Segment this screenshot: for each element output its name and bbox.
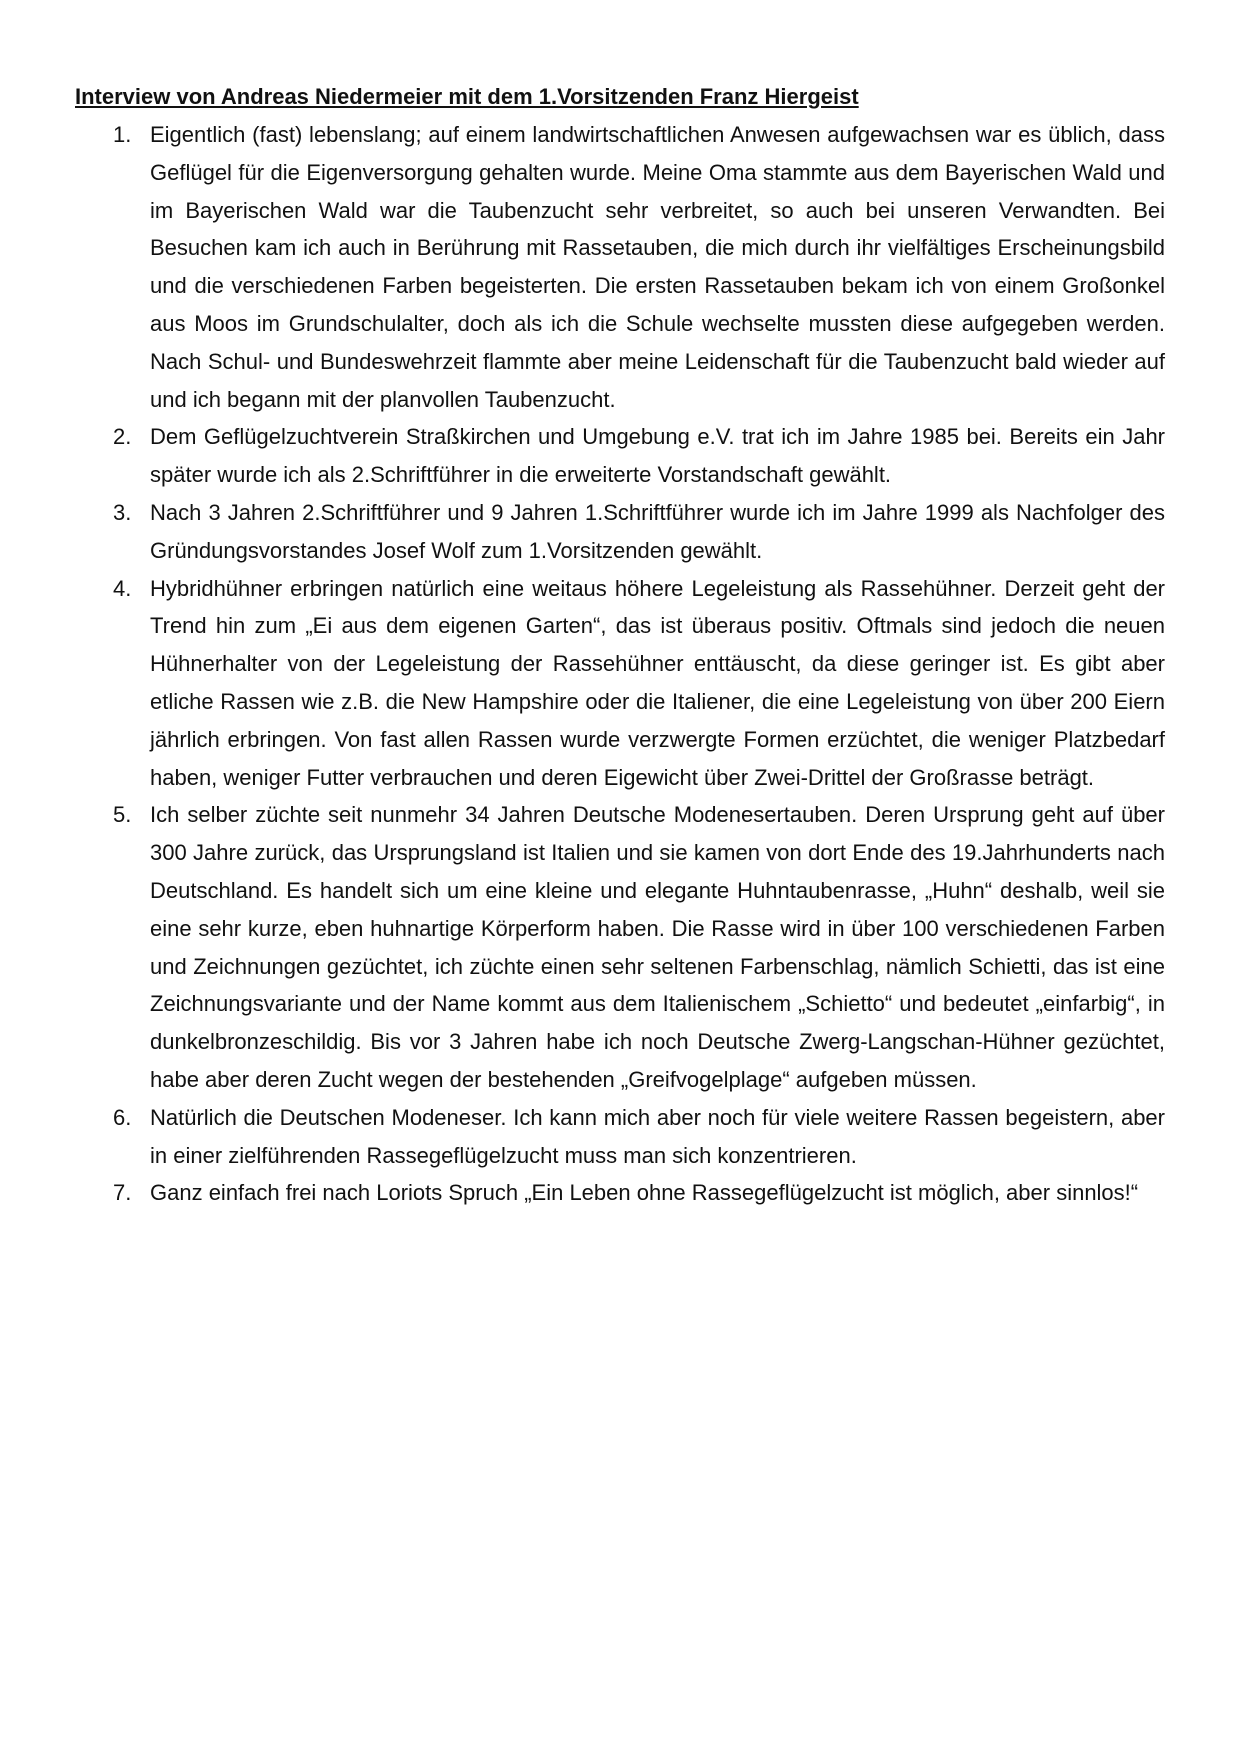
answer-text: Ich selber züchte seit nunmehr 34 Jahren Deutsche Modenesertauben. Deren Ursprung geht auf über 300 Jahre zurück, das Ursprungsland ist Italien und sie kamen von dort Ende des 19.Jahrhunderts nach Deutschland. Es handelt sich um eine kleine und elegante Huhntaubenrasse, „Huhn“ deshalb, weil sie eine sehr kurze, eben huhnartige Körperform haben. Die Rasse wird in über 100 verschiedenen Farben und Zeichnungen gezüchtet, ich züchte einen sehr seltenen Farbenschlag, nämlich Schietti, das ist eine Zeichnungsvariante und der Name kommt aus dem Italienischem „Schietto“ und bedeutet „einfarbig“, in dunkelbronzeschildig. Bis vor 3 Jahren habe ich noch Deutsche Zwerg-Langschan-Hühner gezüchtet, habe aber deren Zucht wegen der bestehenden „Greifvogelplage“ aufgeben müssen. [150,802,1165,1092]
answer-number: 2. [113,424,132,450]
answer-number: 7. [113,1180,132,1206]
answer-text: Dem Geflügelzuchtverein Straßkirchen und Umgebung e.V. trat ich im Jahre 1985 bei. Bereits ein Jahr später wurde ich als 2.Schriftführer in die erweiterte Vorstandschaft gewählt. [150,424,1165,488]
answer-item [75,796,1165,1098]
answer-item [75,494,1165,570]
document-page [75,82,1165,1212]
answer-number: 4. [113,575,132,601]
answer-item [75,570,1165,797]
answer-number: 6. [113,1104,132,1130]
answer-item [75,116,1165,418]
answer-number: 3. [113,499,132,525]
answer-item [75,418,1165,494]
answer-item [75,1174,1165,1212]
answer-item [75,1099,1165,1175]
answer-text: Hybridhühner erbringen natürlich eine weitaus höhere Legeleistung als Rassehühner. Derzeit geht der Trend hin zum „Ei aus dem eigenen Garten“, das ist überaus positiv. Oftmals sind jedoch die neuen Hühnerhalter von der Legeleistung der Rassehühner enttäuscht, da diese geringer ist. Es gibt aber etliche Rassen wie z.B. die New Hampshire oder die Italiener, die eine Legeleistung von über 200 Eiern jährlich erbringen. Von fast allen Rassen wurde verzwergte Formen erzüchtet, die weniger Platzbedarf haben, weniger Futter verbrauchen und deren Eigewicht über Zwei-Drittel der Großrasse beträgt. [150,575,1165,790]
answer-list [75,116,1165,1212]
answer-text: Nach 3 Jahren 2.Schriftführer und 9 Jahren 1.Schriftführer wurde ich im Jahre 1999 als Nachfolger des Gründungsvorstandes Josef Wolf zum 1.Vorsitzenden gewählt. [150,499,1165,563]
document-title: Interview von Andreas Niedermeier mit dem 1.Vorsitzenden Franz Hiergeist [75,84,859,109]
answer-text: Ganz einfach frei nach Loriots Spruch „Ein Leben ohne Rassegeflügelzucht ist möglich, aber sinnlos!“ [150,1180,1139,1206]
answer-text: Natürlich die Deutschen Modeneser. Ich kann mich aber noch für viele weitere Rassen begeistern, aber in einer zielführenden Rassegeflügelzucht muss man sich konzentrieren. [150,1104,1165,1168]
answer-text: Eigentlich (fast) lebenslang; auf einem landwirtschaftlichen Anwesen aufgewachsen war es üblich, dass Geflügel für die Eigenversorgung gehalten wurde. Meine Oma stammte aus dem Bayerischen Wald und im Bayerischen Wald war die Taubenzucht sehr verbreitet, so auch bei unseren Verwandten. Bei Besuchen kam ich auch in Berührung mit Rassetauben, die mich durch ihr vielfältiges Erscheinungsbild und die verschiedenen Farben begeisterten. Die ersten Rassetauben bekam ich von einem Großonkel aus Moos im Grundschulalter, doch als ich die Schule wechselte mussten diese aufgegeben werden. Nach Schul- und Bundeswehrzeit flammte aber meine Leidenschaft für die Taubenzucht bald wieder auf und ich begann mit der planvollen Taubenzucht. [150,122,1165,412]
answer-number: 5. [113,802,132,828]
answer-number: 1. [113,122,132,147]
